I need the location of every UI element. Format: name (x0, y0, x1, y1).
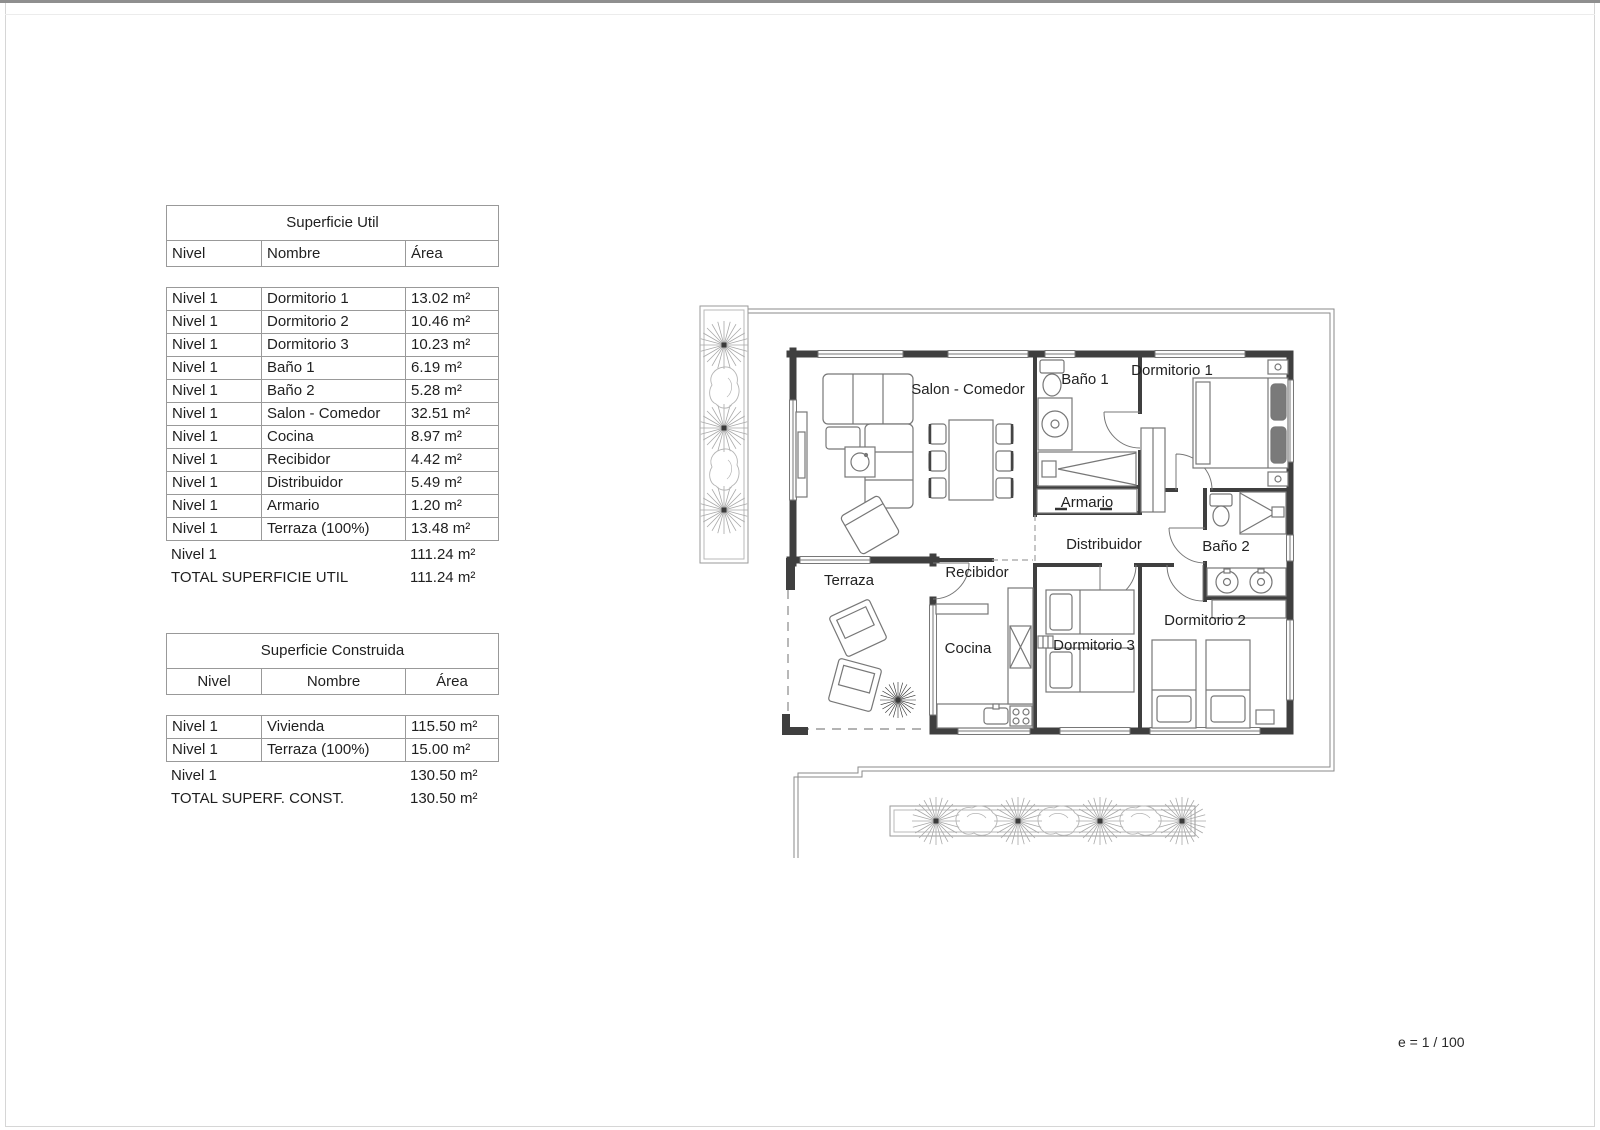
room-label-terraza: Terraza (823, 572, 875, 589)
table-title: Superficie Util (166, 205, 499, 241)
cell-nivel: Nivel 1 (172, 741, 218, 758)
dining-table (929, 420, 1013, 500)
side-table-lamp (845, 447, 875, 477)
plant (880, 682, 916, 718)
subtotal-label: Nivel 1 (171, 767, 217, 784)
cell-area: 4.42 m² (405, 449, 498, 471)
room-opening-dashed (992, 515, 1035, 563)
room-label-salon-comedor: Salon - Comedor (911, 381, 1025, 398)
cell-area: 6.19 m² (405, 357, 498, 379)
cell-nombre: Baño 1 (261, 357, 405, 379)
hall-cabinet (936, 604, 988, 614)
bed-single (1046, 648, 1134, 692)
room-label-distribuidor: Distribuidor (1066, 536, 1142, 553)
column-header-nivel: Nivel (172, 245, 206, 262)
bed-single (1152, 640, 1196, 728)
lounge-chair (829, 599, 887, 657)
cell-nombre: Armario (261, 495, 405, 517)
wall-stub (782, 727, 808, 735)
cell-area: 5.49 m² (405, 472, 498, 494)
cell-nivel: Nivel 1 (172, 520, 218, 537)
total-label: TOTAL SUPERF. CONST. (171, 790, 345, 807)
column-header-nombre: Nombre (261, 669, 405, 694)
room-label-armario: Armario (1060, 494, 1114, 511)
total-value: 130.50 m² (410, 790, 478, 807)
cell-nivel: Nivel 1 (172, 336, 218, 353)
subtotal-label: Nivel 1 (171, 546, 217, 563)
cell-area: 10.46 m² (405, 311, 498, 333)
cell-nivel: Nivel 1 (172, 290, 218, 307)
hall-wardrobe (1141, 428, 1165, 512)
cell-nombre: Cocina (261, 426, 405, 448)
cell-nombre: Recibidor (261, 449, 405, 471)
subtotal-value: 130.50 m² (410, 767, 478, 784)
cell-nivel: Nivel 1 (172, 382, 218, 399)
sink (1038, 398, 1072, 450)
cell-area: 1.20 m² (405, 495, 498, 517)
door-bano2 (1169, 528, 1205, 563)
room-label-bano2: Baño 2 (1202, 538, 1250, 555)
cell-area: 32.51 m² (405, 403, 498, 425)
tv-console (796, 412, 807, 497)
cell-area: 8.97 m² (405, 426, 498, 448)
cell-area: 13.02 m² (405, 288, 498, 310)
cell-nombre: Distribuidor (261, 472, 405, 494)
cell-nivel: Nivel 1 (172, 474, 218, 491)
scale-note: e = 1 / 100 (1398, 1034, 1465, 1050)
column-header-nombre: Nombre (261, 241, 405, 266)
hedge-left (700, 306, 748, 563)
cell-nivel: Nivel 1 (172, 497, 218, 514)
kitchen-sink (984, 708, 1008, 724)
cell-nombre: Terraza (100%) (261, 518, 405, 540)
nightstand (1038, 636, 1053, 648)
cell-area: 15.00 m² (405, 739, 498, 761)
shower (1240, 492, 1286, 534)
cell-area: 10.23 m² (405, 334, 498, 356)
cell-nivel: Nivel 1 (172, 313, 218, 330)
cell-nombre: Terraza (100%) (261, 739, 405, 761)
total-label: TOTAL SUPERFICIE UTIL (171, 569, 349, 586)
cell-area: 115.50 m² (405, 716, 498, 738)
cell-nivel: Nivel 1 (172, 451, 218, 468)
lounge-chair (828, 658, 882, 712)
room-label-bano1: Baño 1 (1061, 371, 1109, 388)
toilet-2 (1210, 494, 1232, 526)
hedge-bottom (890, 797, 1206, 845)
cell-nombre: Dormitorio 3 (261, 334, 405, 356)
double-sink (1207, 568, 1286, 596)
cell-nombre: Baño 2 (261, 380, 405, 402)
cell-area: 13.48 m² (405, 518, 498, 540)
room-label-recibidor: Recibidor (945, 564, 1009, 581)
bed-single (1046, 590, 1134, 634)
bed-single (1206, 640, 1250, 728)
cell-nivel: Nivel 1 (172, 718, 218, 735)
room-label-dormitorio3: Dormitorio 3 (1053, 637, 1135, 654)
total-value: 111.24 m² (410, 569, 476, 586)
cell-nivel: Nivel 1 (172, 405, 218, 422)
subtotal-value: 111.24 m² (410, 546, 476, 563)
column-header-area: Área (405, 669, 498, 694)
cell-nombre: Salon - Comedor (261, 403, 405, 425)
cell-area: 5.28 m² (405, 380, 498, 402)
room-label-dormitorio1: Dormitorio 1 (1131, 362, 1213, 379)
cell-nombre: Vivienda (261, 716, 405, 738)
room-label-dormitorio2: Dormitorio 2 (1164, 612, 1246, 629)
column-header-area: Área (405, 241, 498, 266)
cell-nivel: Nivel 1 (172, 428, 218, 445)
nightstand (1256, 710, 1274, 724)
column-header-nivel: Nivel (197, 673, 231, 690)
cell-nombre: Dormitorio 1 (261, 288, 405, 310)
door-bano1 (1104, 412, 1140, 448)
bathtub (1038, 452, 1136, 486)
cell-nivel: Nivel 1 (172, 359, 218, 376)
sofa (823, 374, 913, 508)
cell-nombre: Dormitorio 2 (261, 311, 405, 333)
door-dormitorio2 (1167, 565, 1203, 601)
room-label-cocina: Cocina (944, 640, 992, 657)
table-title: Superficie Construida (166, 633, 499, 669)
